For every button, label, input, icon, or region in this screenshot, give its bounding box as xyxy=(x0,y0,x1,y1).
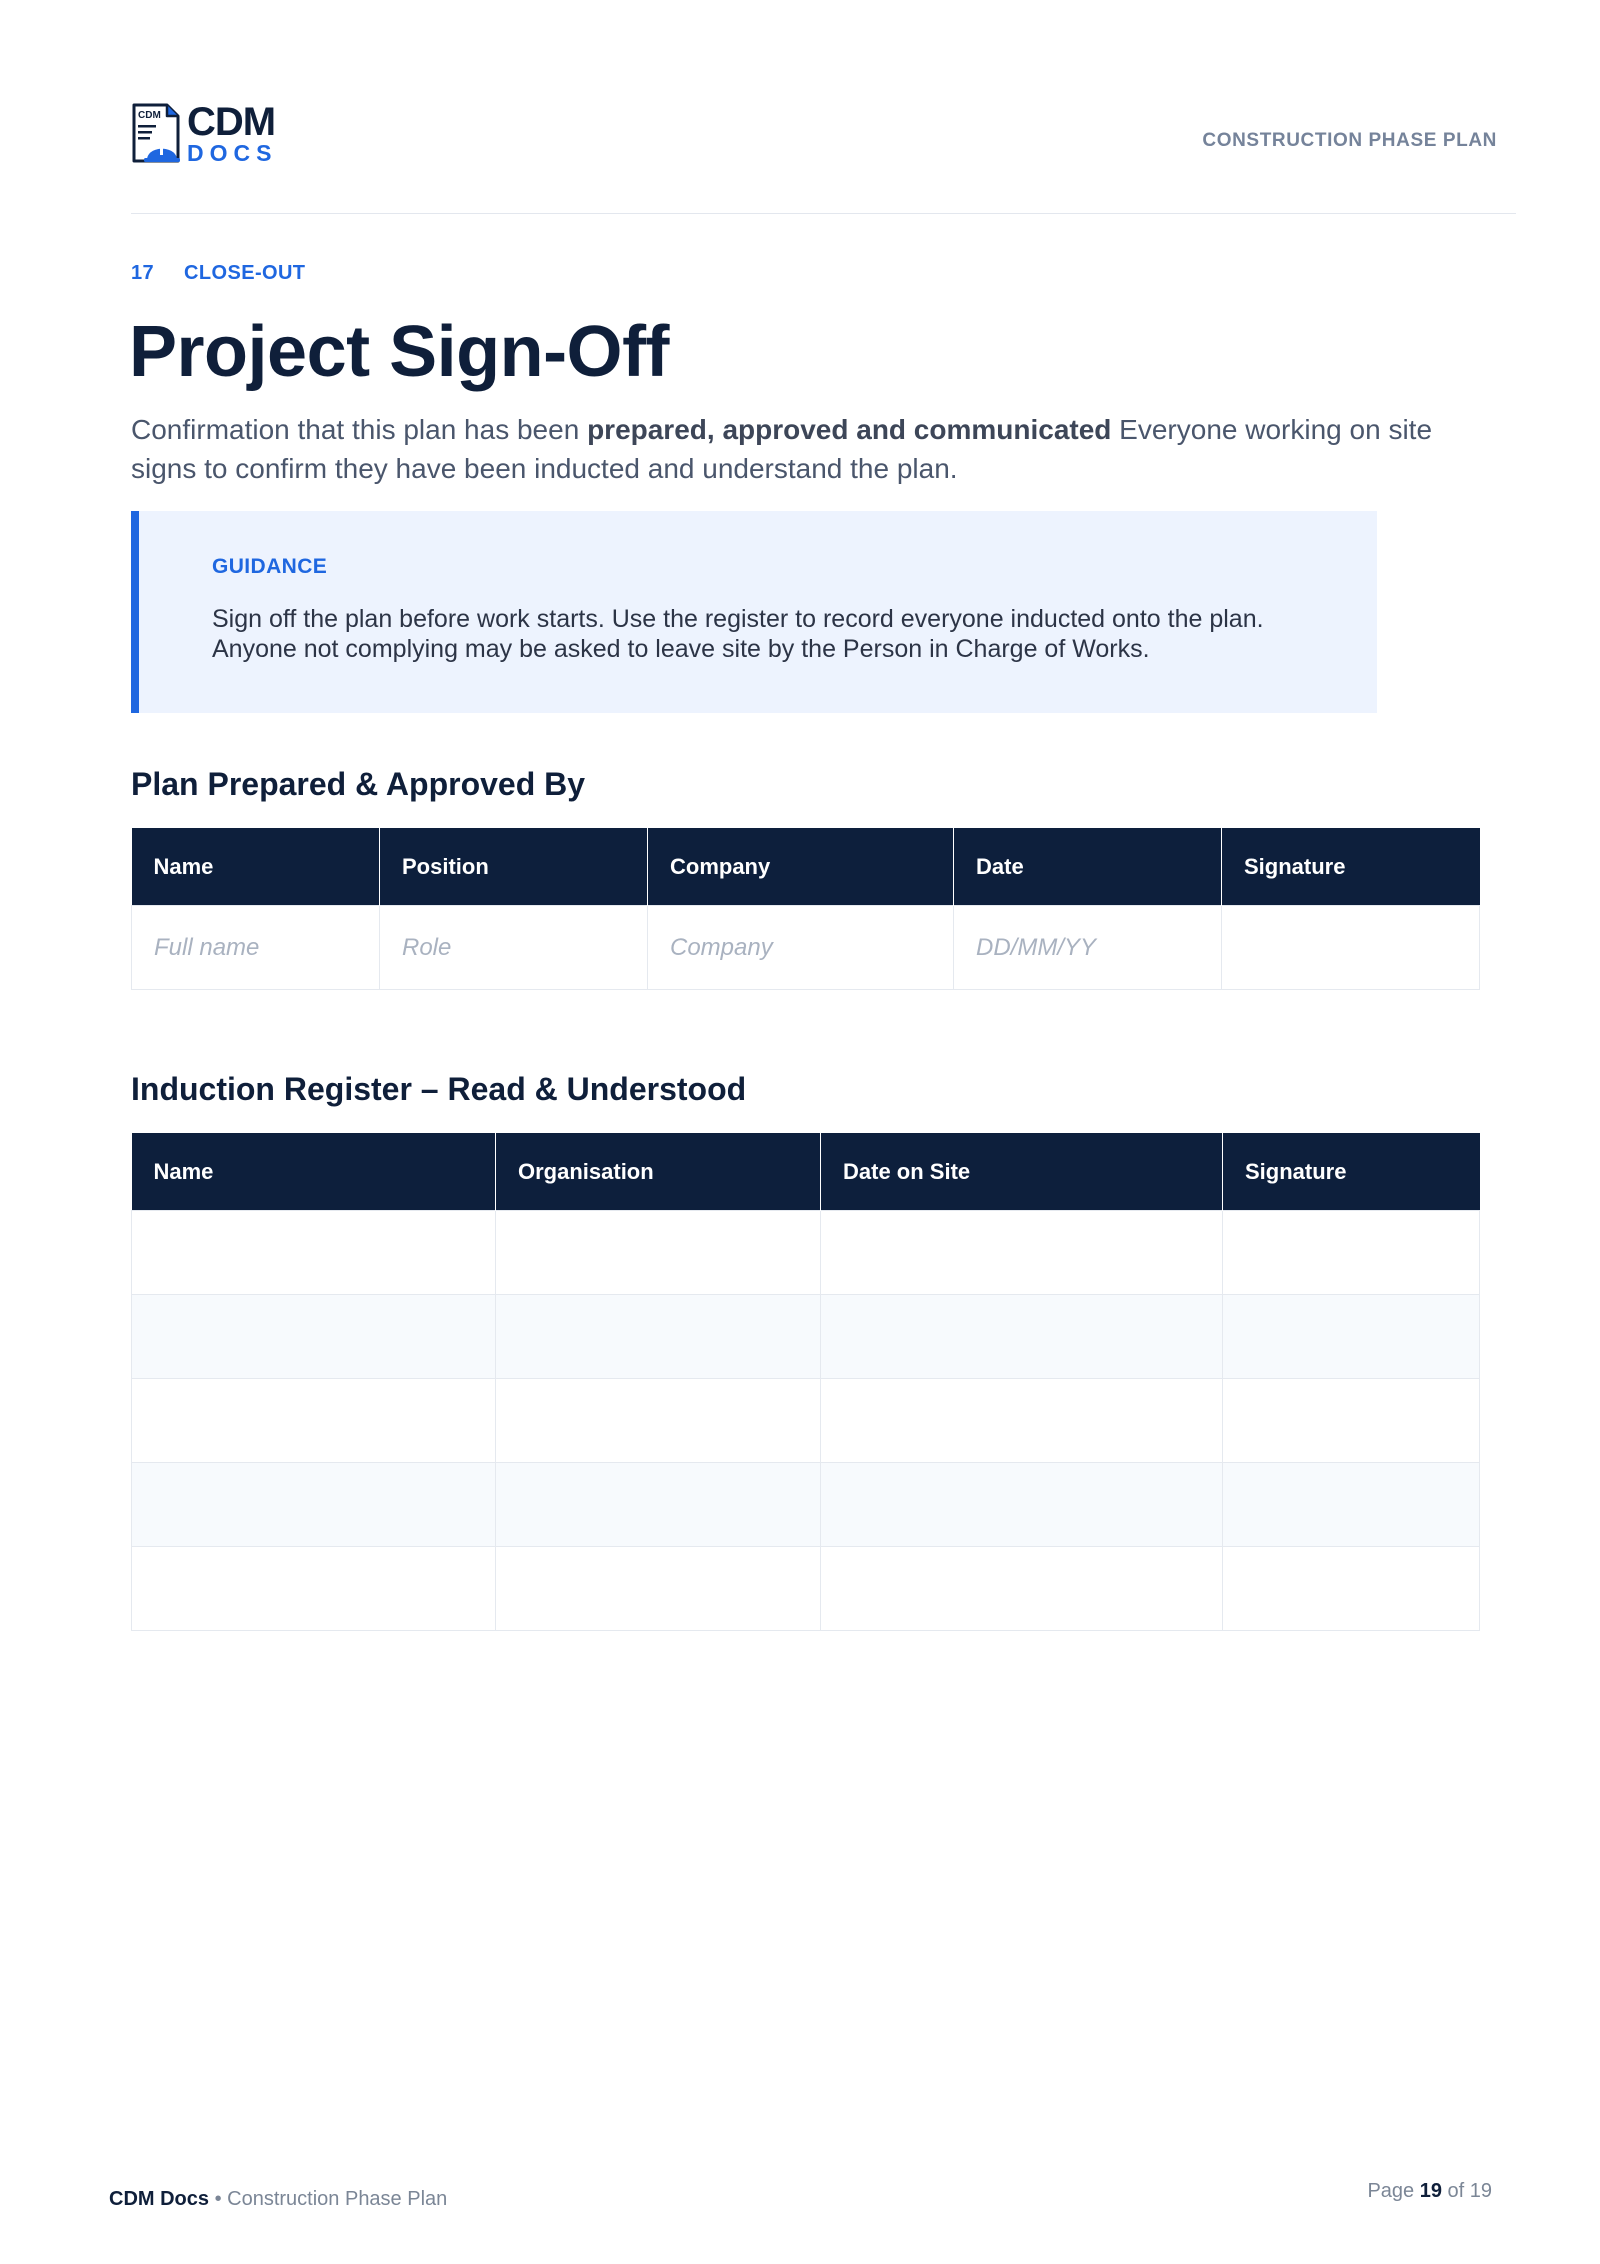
document-type-label: CONSTRUCTION PHASE PLAN xyxy=(1202,130,1497,151)
induction-name-cell[interactable] xyxy=(132,1547,496,1631)
induction-organisation-cell[interactable] xyxy=(496,1211,821,1295)
induction-name-cell[interactable] xyxy=(132,1211,496,1295)
induction-name-cell[interactable] xyxy=(132,1463,496,1547)
induction-date-cell[interactable] xyxy=(821,1547,1223,1631)
induction-header-date-on-site: Date on Site xyxy=(821,1133,1223,1211)
logo-wordmark-cdm: CDM xyxy=(187,100,276,144)
page-number xyxy=(1367,2180,1492,2203)
page-title: Project Sign-Off xyxy=(129,312,670,392)
approval-header-date: Date xyxy=(954,828,1222,906)
table-row xyxy=(132,1547,1480,1631)
approval-position-field[interactable]: Role xyxy=(380,906,648,990)
footer-brand: CDM Docs xyxy=(109,2188,210,2210)
induction-date-cell[interactable] xyxy=(821,1211,1223,1295)
approval-header-position: Position xyxy=(380,828,648,906)
approval-signature-field[interactable] xyxy=(1222,906,1480,990)
approval-table-title: Plan Prepared & Approved By xyxy=(131,766,586,802)
svg-text:CDM: CDM xyxy=(138,110,161,121)
approval-name-field[interactable]: Full name xyxy=(132,906,380,990)
table-row xyxy=(132,1211,1480,1295)
induction-signature-cell[interactable] xyxy=(1223,1211,1480,1295)
induction-header-signature: Signature xyxy=(1223,1133,1480,1211)
guidance-label: GUIDANCE xyxy=(212,555,328,578)
induction-signature-cell[interactable] xyxy=(1223,1463,1480,1547)
induction-date-cell[interactable] xyxy=(821,1379,1223,1463)
approval-company-field[interactable]: Company xyxy=(648,906,954,990)
cdm-docs-logo xyxy=(131,100,301,166)
page-prefix: Page xyxy=(1367,2180,1420,2202)
guidance-callout xyxy=(131,511,1377,713)
approval-table xyxy=(131,828,1480,990)
induction-header-name: Name xyxy=(132,1133,496,1211)
page-total: 19 xyxy=(1469,2180,1492,2202)
approval-header-signature: Signature xyxy=(1222,828,1480,906)
induction-table-title: Induction Register – Read & Understood xyxy=(131,1071,747,1107)
induction-organisation-cell[interactable] xyxy=(496,1463,821,1547)
induction-organisation-cell[interactable] xyxy=(496,1295,821,1379)
footer-doc-name: Construction Phase Plan xyxy=(227,2188,448,2210)
section-number: 17 xyxy=(131,262,155,284)
induction-register-table xyxy=(131,1133,1480,1631)
approval-date-field[interactable]: DD/MM/YY xyxy=(954,906,1222,990)
section-name: CLOSE-OUT xyxy=(184,262,306,284)
induction-organisation-cell[interactable] xyxy=(496,1547,821,1631)
table-row xyxy=(132,1295,1480,1379)
induction-signature-cell[interactable] xyxy=(1223,1295,1480,1379)
induction-organisation-cell[interactable] xyxy=(496,1379,821,1463)
approval-header-company: Company xyxy=(648,828,954,906)
induction-signature-cell[interactable] xyxy=(1223,1379,1480,1463)
footer-separator: • xyxy=(209,2188,228,2210)
induction-name-cell[interactable] xyxy=(132,1295,496,1379)
intro-text: Confirmation that this plan has been xyxy=(131,414,588,445)
header-divider xyxy=(131,213,1516,214)
guidance-text: Sign off the plan before work starts. Use the register to record everyone inducted onto the plan. Anyone not complying may be asked to leave site by the Person in Charge of Works. xyxy=(212,605,1264,663)
table-row xyxy=(132,1379,1480,1463)
page-current: 19 xyxy=(1419,2180,1442,2202)
approval-table-header-row xyxy=(132,828,1480,906)
intro-emphasis: prepared, approved and communicated xyxy=(587,414,1112,445)
table-row xyxy=(132,1463,1480,1547)
approval-header-name: Name xyxy=(132,828,380,906)
intro-text-continued: Everyone working on site signs to confirm they have been inducted and understand the plan. xyxy=(131,414,1433,484)
induction-date-cell[interactable] xyxy=(821,1463,1223,1547)
table-row xyxy=(132,906,1480,990)
logo-wordmark-docs: DOCS xyxy=(187,140,278,166)
section-label xyxy=(131,262,305,285)
intro-paragraph xyxy=(131,410,1491,488)
induction-header-organisation: Organisation xyxy=(496,1133,821,1211)
induction-date-cell[interactable] xyxy=(821,1295,1223,1379)
document-hardhat-icon xyxy=(131,102,181,164)
footer-document-info xyxy=(109,2188,447,2211)
page-of: of xyxy=(1441,2180,1470,2202)
induction-signature-cell[interactable] xyxy=(1223,1547,1480,1631)
induction-name-cell[interactable] xyxy=(132,1379,496,1463)
induction-table-header-row xyxy=(132,1133,1480,1211)
